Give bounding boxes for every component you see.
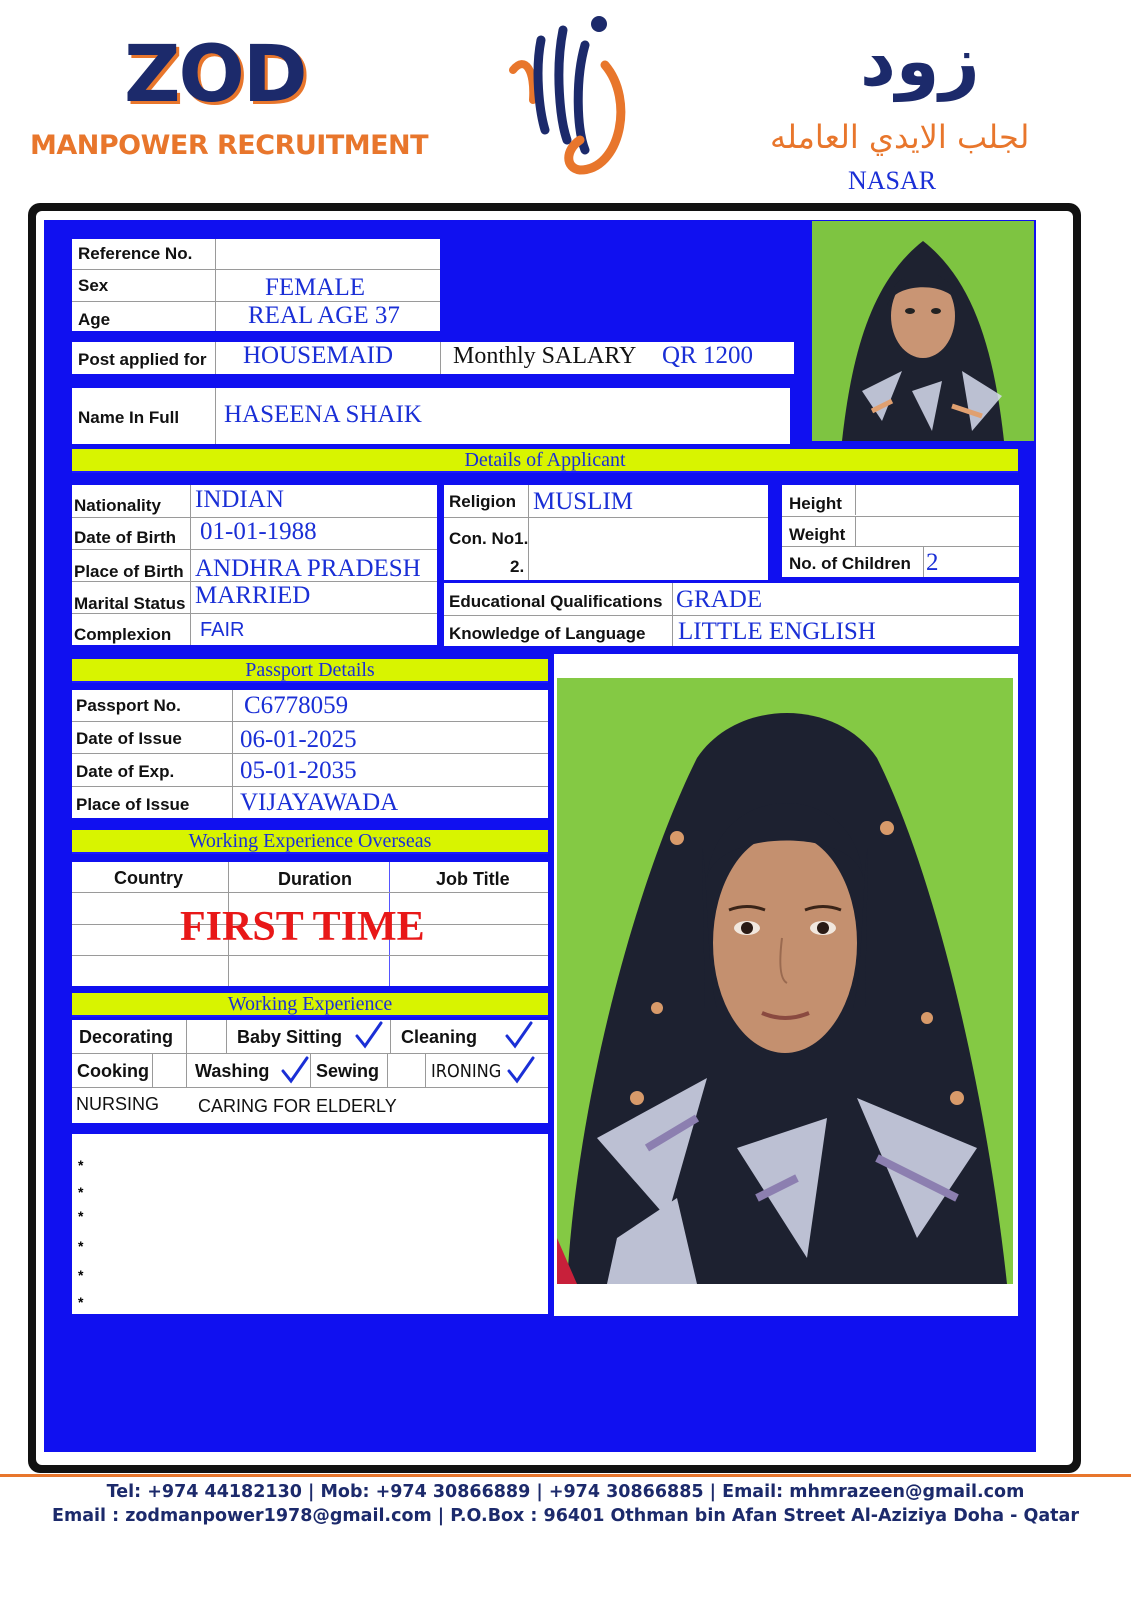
passport-title: Passport Details — [72, 659, 548, 683]
expiry-date-label: Date of Exp. — [76, 762, 175, 781]
country-column-header: Country — [114, 868, 183, 888]
job-title-column-header: Job Title — [436, 869, 510, 889]
salary-label: Monthly SALARY — [453, 343, 637, 369]
ironing-check-icon — [506, 1055, 536, 1085]
post-label: Post applied for — [78, 350, 207, 369]
complexion-label: Complexion — [74, 625, 172, 644]
reference-label: Reference No. — [78, 244, 193, 263]
sex-label: Sex — [78, 276, 109, 295]
issue-date-value: 06-01-2025 — [240, 726, 357, 753]
pob-label: Place of Birth — [74, 562, 184, 581]
overseas-title: Working Experience Overseas — [72, 830, 548, 854]
company-emblem — [505, 10, 635, 180]
language-label: Knowledge of Language — [449, 624, 646, 643]
pob-value: ANDHRA PRADESH — [195, 555, 421, 582]
skill-cooking: Cooking — [77, 1061, 149, 1081]
skill-ironing: IRONING — [431, 1061, 502, 1082]
expiry-date-value: 05-01-2035 — [240, 757, 357, 784]
branch-name: NASAR — [848, 166, 937, 195]
baby-sitting-check-icon — [354, 1020, 384, 1050]
skill-baby-sitting: Baby Sitting — [237, 1027, 343, 1047]
arabic-subtitle: لجلب الايدي العامله — [770, 118, 1030, 156]
dob-label: Date of Birth — [74, 528, 176, 547]
note-bullet: * — [78, 1267, 84, 1283]
education-value: GRADE — [676, 586, 763, 613]
note-bullet: * — [78, 1184, 84, 1200]
skill-sewing: Sewing — [316, 1061, 380, 1081]
religion-label: Religion — [449, 492, 517, 511]
salary-value: QR 1200 — [662, 342, 753, 369]
age-label: Age — [78, 310, 111, 329]
skill-elderly-care: CARING FOR ELDERLY — [198, 1096, 397, 1116]
skill-decorating: Decorating — [79, 1027, 174, 1047]
footer-divider — [0, 1474, 1131, 1477]
applicant-photo-small — [812, 221, 1034, 441]
note-bullet: * — [78, 1157, 84, 1173]
contact-1-label: Con. No1. — [449, 529, 529, 548]
issue-date-label: Date of Issue — [76, 729, 182, 748]
washing-check-icon — [280, 1055, 310, 1085]
notes-box — [72, 1134, 548, 1314]
applicant-photo-large — [557, 678, 1013, 1284]
marital-value: MARRIED — [195, 582, 311, 609]
experience-title: Working Experience — [72, 993, 548, 1017]
cleaning-check-icon — [504, 1020, 534, 1050]
complexion-value: FAIR — [200, 619, 245, 641]
age-value: REAL AGE 37 — [248, 302, 400, 329]
name-value: HASEENA SHAIK — [224, 401, 422, 428]
sex-value: FEMALE — [265, 274, 365, 301]
passport-no-value: C6778059 — [244, 692, 349, 719]
height-label: Height — [789, 494, 842, 513]
arabic-brand: زود — [860, 20, 980, 102]
first-time-note: FIRST TIME — [180, 904, 425, 950]
name-row — [72, 388, 790, 444]
footer-address-line: Email : zodmanpower1978@gmail.com | P.O.Box : 96401 Othman bin Afan Street Al-Aziziya Doha - Qatar — [52, 1506, 1079, 1526]
brand-subtitle: MANPOWER RECRUITMENT — [30, 130, 429, 161]
duration-column-header: Duration — [278, 869, 352, 889]
religion-value: MUSLIM — [533, 488, 634, 515]
footer-contact-line: Tel: +974 44182130 | Mob: +974 30866889 | +974 30866885 | Email: mhmrazeen@gmail.com — [106, 1482, 1025, 1502]
issue-place-value: VIJAYAWADA — [240, 789, 399, 816]
contact-2-label: 2. — [510, 557, 525, 576]
name-label: Name In Full — [78, 408, 180, 427]
nationality-value: INDIAN — [195, 486, 284, 513]
children-value: 2 — [926, 549, 939, 576]
skill-cleaning: Cleaning — [401, 1027, 478, 1047]
children-label: No. of Children — [789, 554, 911, 573]
details-title: Details of Applicant — [72, 449, 1018, 473]
note-bullet: * — [78, 1294, 84, 1310]
skill-nursing: NURSING — [76, 1094, 160, 1114]
post-value: HOUSEMAID — [243, 342, 393, 369]
education-label: Educational Qualifications — [449, 592, 663, 611]
note-bullet: * — [78, 1208, 84, 1224]
nationality-label: Nationality — [74, 496, 161, 515]
note-bullet: * — [78, 1238, 84, 1254]
issue-place-label: Place of Issue — [76, 795, 190, 814]
language-value: LITTLE ENGLISH — [678, 618, 876, 645]
skill-washing: Washing — [195, 1061, 270, 1081]
passport-no-label: Passport No. — [76, 696, 181, 715]
brand-logo-text: ZOD — [124, 30, 306, 120]
marital-label: Marital Status — [74, 594, 186, 613]
weight-label: Weight — [789, 525, 846, 544]
dob-value: 01-01-1988 — [200, 518, 317, 545]
